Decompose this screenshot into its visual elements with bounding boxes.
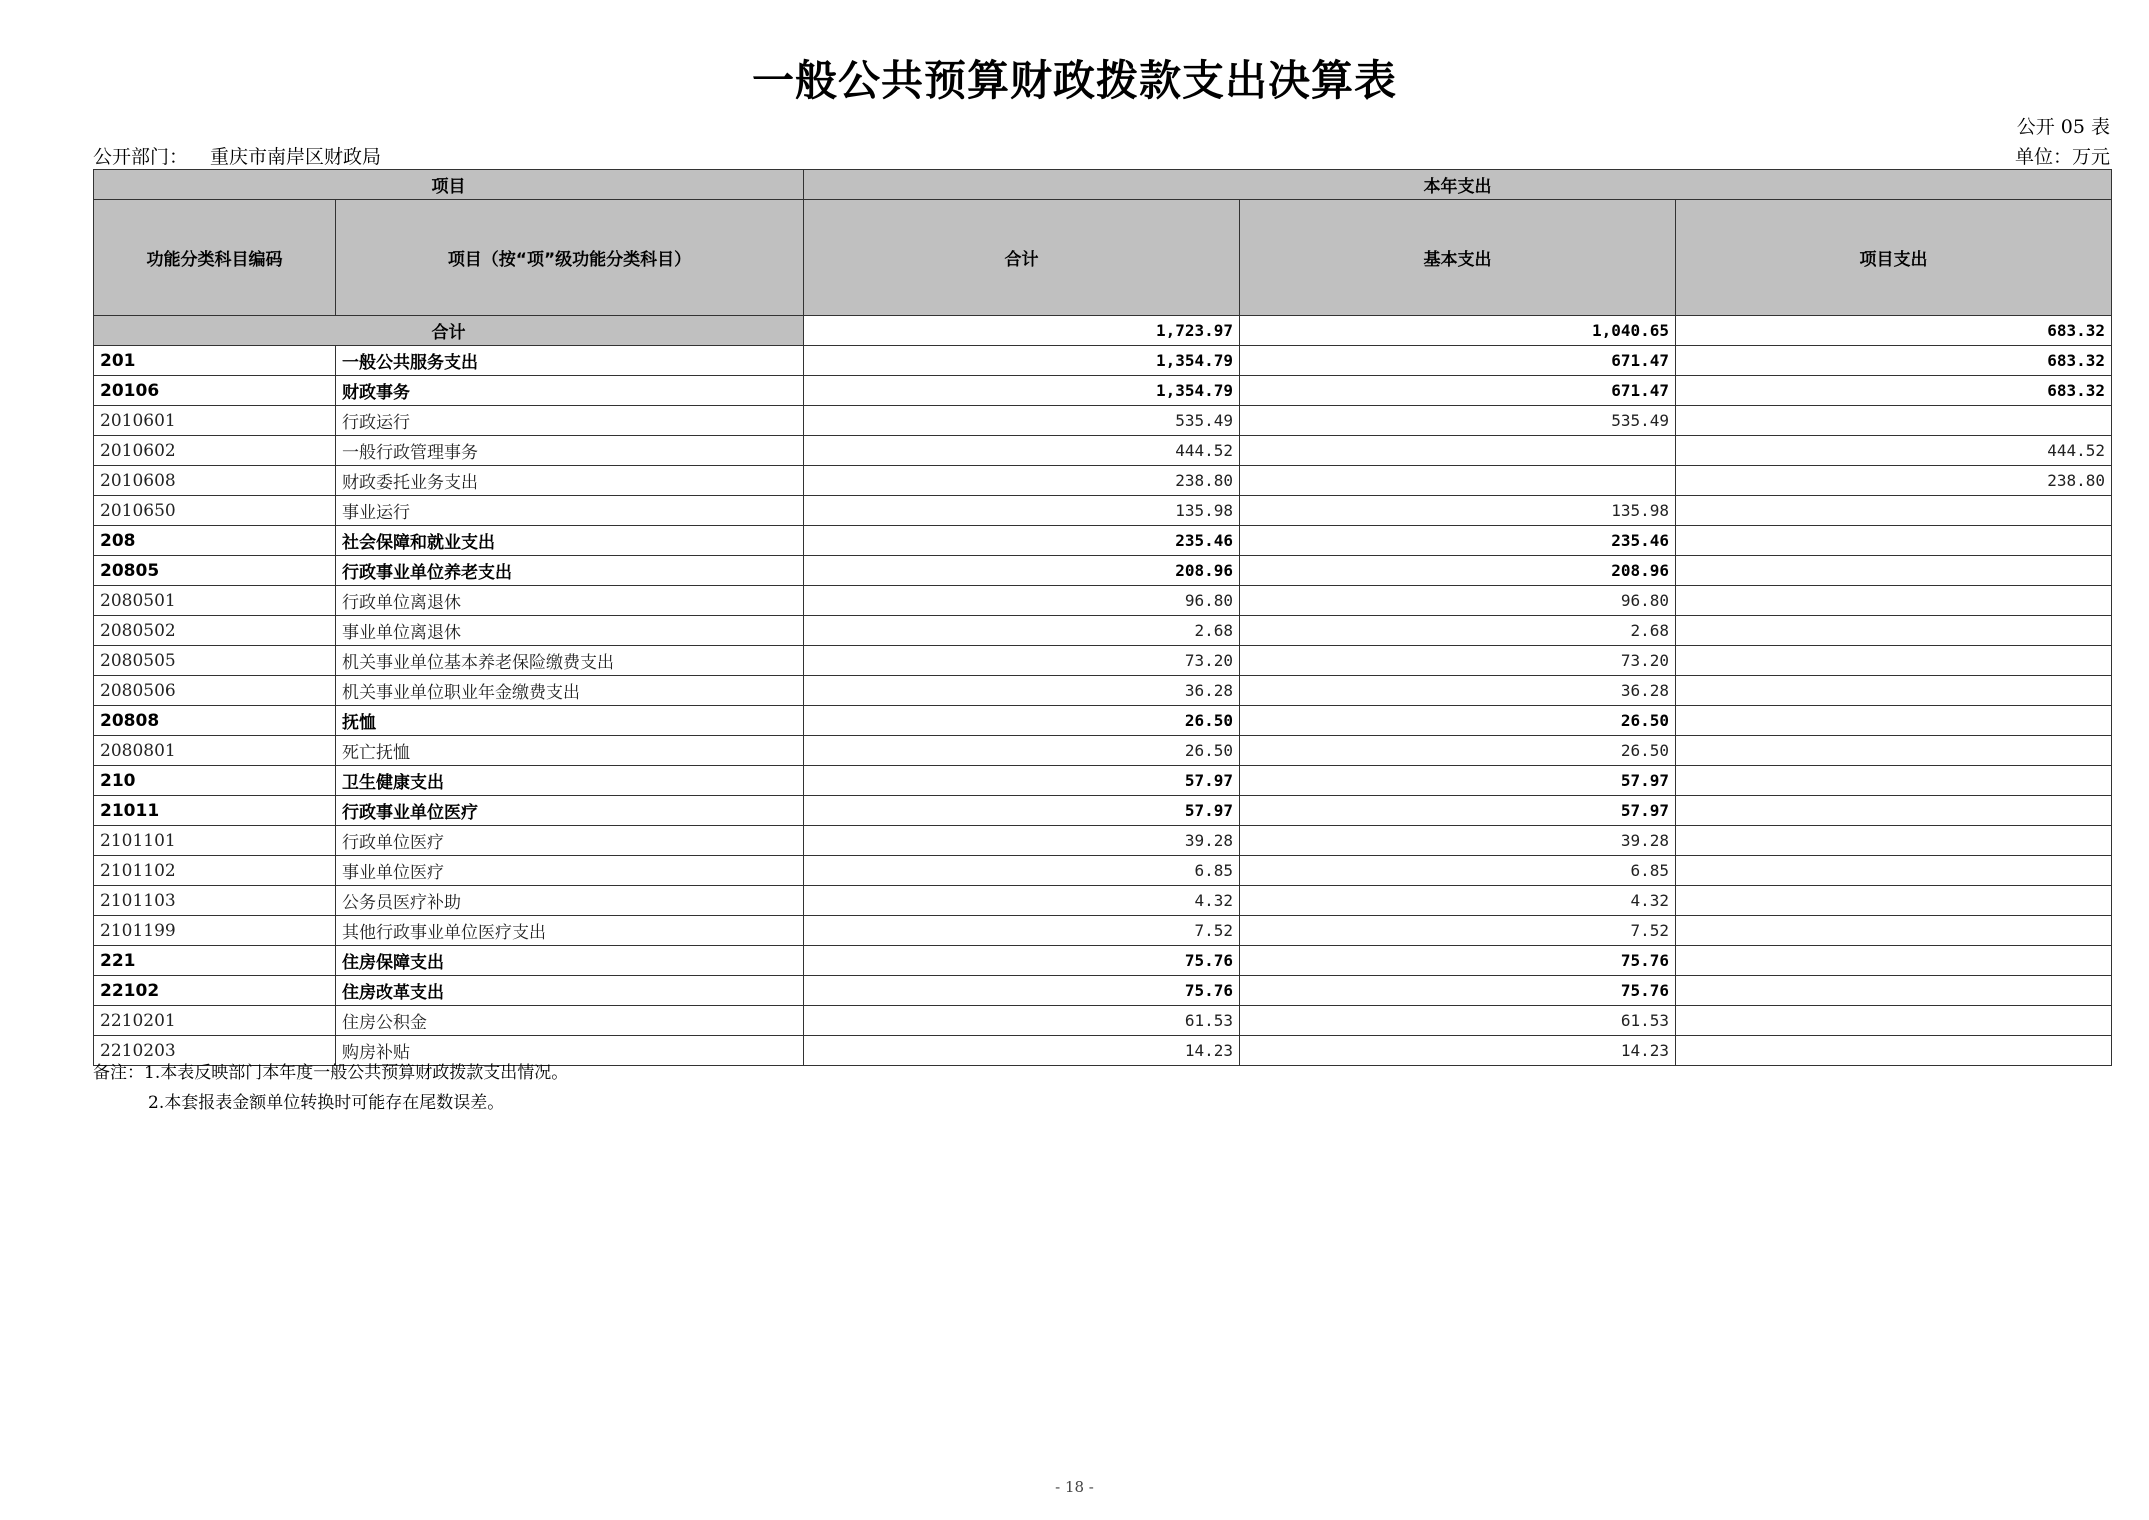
header-basic: 基本支出 (1240, 200, 1676, 316)
table-row (94, 586, 2112, 616)
table-row (94, 796, 2112, 826)
table-row (94, 646, 2112, 676)
row-code: 21011 (94, 796, 336, 826)
row-code: 208 (94, 526, 336, 556)
row-total: 36.28 (804, 676, 1240, 706)
row-total: 39.28 (804, 826, 1240, 856)
row-total: 57.97 (804, 796, 1240, 826)
row-basic: 57.97 (1240, 766, 1676, 796)
form-number: 公开 05 表 (2016, 116, 2110, 138)
row-basic: 208.96 (1240, 556, 1676, 586)
row-project (1676, 676, 2112, 706)
row-project (1676, 586, 2112, 616)
row-code: 2010602 (94, 436, 336, 466)
row-basic: 26.50 (1240, 736, 1676, 766)
row-name: 财政事务 (336, 376, 804, 406)
row-project (1676, 946, 2112, 976)
row-name: 机关事业单位基本养老保险缴费支出 (336, 646, 804, 676)
row-total: 75.76 (804, 976, 1240, 1006)
table-row (94, 346, 2112, 376)
row-basic: 671.47 (1240, 346, 1676, 376)
row-name: 财政委托业务支出 (336, 466, 804, 496)
department-label: 公开部门： (93, 146, 189, 168)
header-row-1 (94, 170, 2112, 200)
row-basic: 2.68 (1240, 616, 1676, 646)
row-project (1676, 616, 2112, 646)
row-code: 2210203 (94, 1036, 336, 1066)
table-row (94, 886, 2112, 916)
expense-table (93, 169, 2112, 1066)
row-project (1676, 976, 2112, 1006)
table-row (94, 976, 2112, 1006)
row-basic: 36.28 (1240, 676, 1676, 706)
row-name: 行政单位离退休 (336, 586, 804, 616)
row-name: 机关事业单位职业年金缴费支出 (336, 676, 804, 706)
header-code: 功能分类科目编码 (94, 200, 336, 316)
row-name: 事业运行 (336, 496, 804, 526)
row-project (1676, 796, 2112, 826)
row-total: 57.97 (804, 766, 1240, 796)
row-name: 一般公共服务支出 (336, 346, 804, 376)
row-basic: 75.76 (1240, 976, 1676, 1006)
table-row (94, 676, 2112, 706)
row-total: 1,354.79 (804, 346, 1240, 376)
header-row-2 (94, 200, 2112, 316)
row-basic: 235.46 (1240, 526, 1676, 556)
row-code: 20805 (94, 556, 336, 586)
row-basic: 75.76 (1240, 946, 1676, 976)
row-project (1676, 706, 2112, 736)
row-code: 2101101 (94, 826, 336, 856)
row-code: 20808 (94, 706, 336, 736)
row-project: 683.32 (1676, 346, 2112, 376)
row-total: 73.20 (804, 646, 1240, 676)
row-code: 2210201 (94, 1006, 336, 1036)
row-name: 住房公积金 (336, 1006, 804, 1036)
row-total: 444.52 (804, 436, 1240, 466)
row-project (1676, 736, 2112, 766)
row-project (1676, 916, 2112, 946)
note-2: 2.本套报表金额单位转换时可能存在尾数误差。 (148, 1093, 505, 1113)
row-total: 26.50 (804, 706, 1240, 736)
table-row (94, 556, 2112, 586)
row-name: 住房改革支出 (336, 976, 804, 1006)
table-row (94, 496, 2112, 526)
row-basic: 4.32 (1240, 886, 1676, 916)
row-name: 抚恤 (336, 706, 804, 736)
header-total: 合计 (804, 200, 1240, 316)
row-total: 61.53 (804, 1006, 1240, 1036)
row-total: 14.23 (804, 1036, 1240, 1066)
header-project: 项目 (94, 170, 804, 200)
row-total: 235.46 (804, 526, 1240, 556)
row-name: 事业单位离退休 (336, 616, 804, 646)
table-row (94, 526, 2112, 556)
row-total: 4.32 (804, 886, 1240, 916)
row-project (1676, 526, 2112, 556)
row-code: 221 (94, 946, 336, 976)
row-basic: 135.98 (1240, 496, 1676, 526)
row-project: 444.52 (1676, 436, 2112, 466)
row-project: 238.80 (1676, 466, 2112, 496)
table-row (94, 406, 2112, 436)
table-row (94, 826, 2112, 856)
row-name: 死亡抚恤 (336, 736, 804, 766)
department-line (93, 142, 381, 169)
row-basic: 14.23 (1240, 1036, 1676, 1066)
table-row (94, 946, 2112, 976)
row-project (1676, 856, 2112, 886)
row-project (1676, 556, 2112, 586)
notes (93, 1058, 568, 1118)
row-name: 公务员医疗补助 (336, 886, 804, 916)
row-code: 210 (94, 766, 336, 796)
row-basic (1240, 436, 1676, 466)
row-total: 6.85 (804, 856, 1240, 886)
table-row (94, 706, 2112, 736)
row-code: 20106 (94, 376, 336, 406)
row-name: 住房保障支出 (336, 946, 804, 976)
row-basic: 39.28 (1240, 826, 1676, 856)
row-project (1676, 826, 2112, 856)
row-basic: 57.97 (1240, 796, 1676, 826)
row-basic (1240, 466, 1676, 496)
row-project (1676, 766, 2112, 796)
row-basic: 61.53 (1240, 1006, 1676, 1036)
row-total: 135.98 (804, 496, 1240, 526)
total-label: 合计 (94, 316, 804, 346)
header-project-expense: 项目支出 (1676, 200, 2112, 316)
row-name: 行政单位医疗 (336, 826, 804, 856)
row-name: 卫生健康支出 (336, 766, 804, 796)
row-total: 75.76 (804, 946, 1240, 976)
unit-label: 单位：万元 (2014, 146, 2110, 168)
table-row (94, 1006, 2112, 1036)
table-row (94, 436, 2112, 466)
row-code: 2010601 (94, 406, 336, 436)
table-row (94, 376, 2112, 406)
row-name: 其他行政事业单位医疗支出 (336, 916, 804, 946)
row-code: 2080501 (94, 586, 336, 616)
row-code: 22102 (94, 976, 336, 1006)
row-project (1676, 886, 2112, 916)
page-title: 一般公共预算财政拨款支出决算表 (751, 56, 1397, 105)
row-total: 208.96 (804, 556, 1240, 586)
row-basic: 26.50 (1240, 706, 1676, 736)
row-code: 2010608 (94, 466, 336, 496)
row-total: 26.50 (804, 736, 1240, 766)
table-row (94, 766, 2112, 796)
header-name: 项目（按“项”级功能分类科目） (336, 200, 804, 316)
department-value: 重庆市南岸区财政局 (210, 146, 382, 168)
row-total: 1,354.79 (804, 376, 1240, 406)
row-project: 683.32 (1676, 376, 2112, 406)
table-row (94, 616, 2112, 646)
row-name: 行政事业单位医疗 (336, 796, 804, 826)
row-code: 2080505 (94, 646, 336, 676)
header-current-year-expense: 本年支出 (804, 170, 2112, 200)
row-code: 2101199 (94, 916, 336, 946)
row-name: 行政事业单位养老支出 (336, 556, 804, 586)
row-total: 7.52 (804, 916, 1240, 946)
row-basic: 6.85 (1240, 856, 1676, 886)
row-total: 2.68 (804, 616, 1240, 646)
row-project (1676, 496, 2112, 526)
row-code: 2010650 (94, 496, 336, 526)
row-code: 201 (94, 346, 336, 376)
table-row (94, 466, 2112, 496)
row-total: 535.49 (804, 406, 1240, 436)
row-code: 2080506 (94, 676, 336, 706)
total-row (94, 316, 2112, 346)
row-name: 行政运行 (336, 406, 804, 436)
row-code: 2101103 (94, 886, 336, 916)
row-basic: 7.52 (1240, 916, 1676, 946)
row-project (1676, 1006, 2112, 1036)
row-basic: 73.20 (1240, 646, 1676, 676)
row-name: 社会保障和就业支出 (336, 526, 804, 556)
table-row (94, 856, 2112, 886)
row-code: 2080502 (94, 616, 336, 646)
note-1: 备注：1.本表反映部门本年度一般公共预算财政拨款支出情况。 (93, 1063, 569, 1083)
row-project (1676, 1036, 2112, 1066)
row-code: 2101102 (94, 856, 336, 886)
total-project: 683.32 (1676, 316, 2112, 346)
total-basic: 1,040.65 (1240, 316, 1676, 346)
row-basic: 535.49 (1240, 406, 1676, 436)
row-name: 事业单位医疗 (336, 856, 804, 886)
row-name: 购房补贴 (336, 1036, 804, 1066)
row-total: 238.80 (804, 466, 1240, 496)
row-total: 96.80 (804, 586, 1240, 616)
row-project (1676, 406, 2112, 436)
table-row (94, 916, 2112, 946)
row-code: 2080801 (94, 736, 336, 766)
total-amount: 1,723.97 (804, 316, 1240, 346)
row-basic: 671.47 (1240, 376, 1676, 406)
table-row (94, 736, 2112, 766)
row-project (1676, 646, 2112, 676)
row-name: 一般行政管理事务 (336, 436, 804, 466)
row-basic: 96.80 (1240, 586, 1676, 616)
page-number: - 18 - (1055, 1478, 1094, 1496)
